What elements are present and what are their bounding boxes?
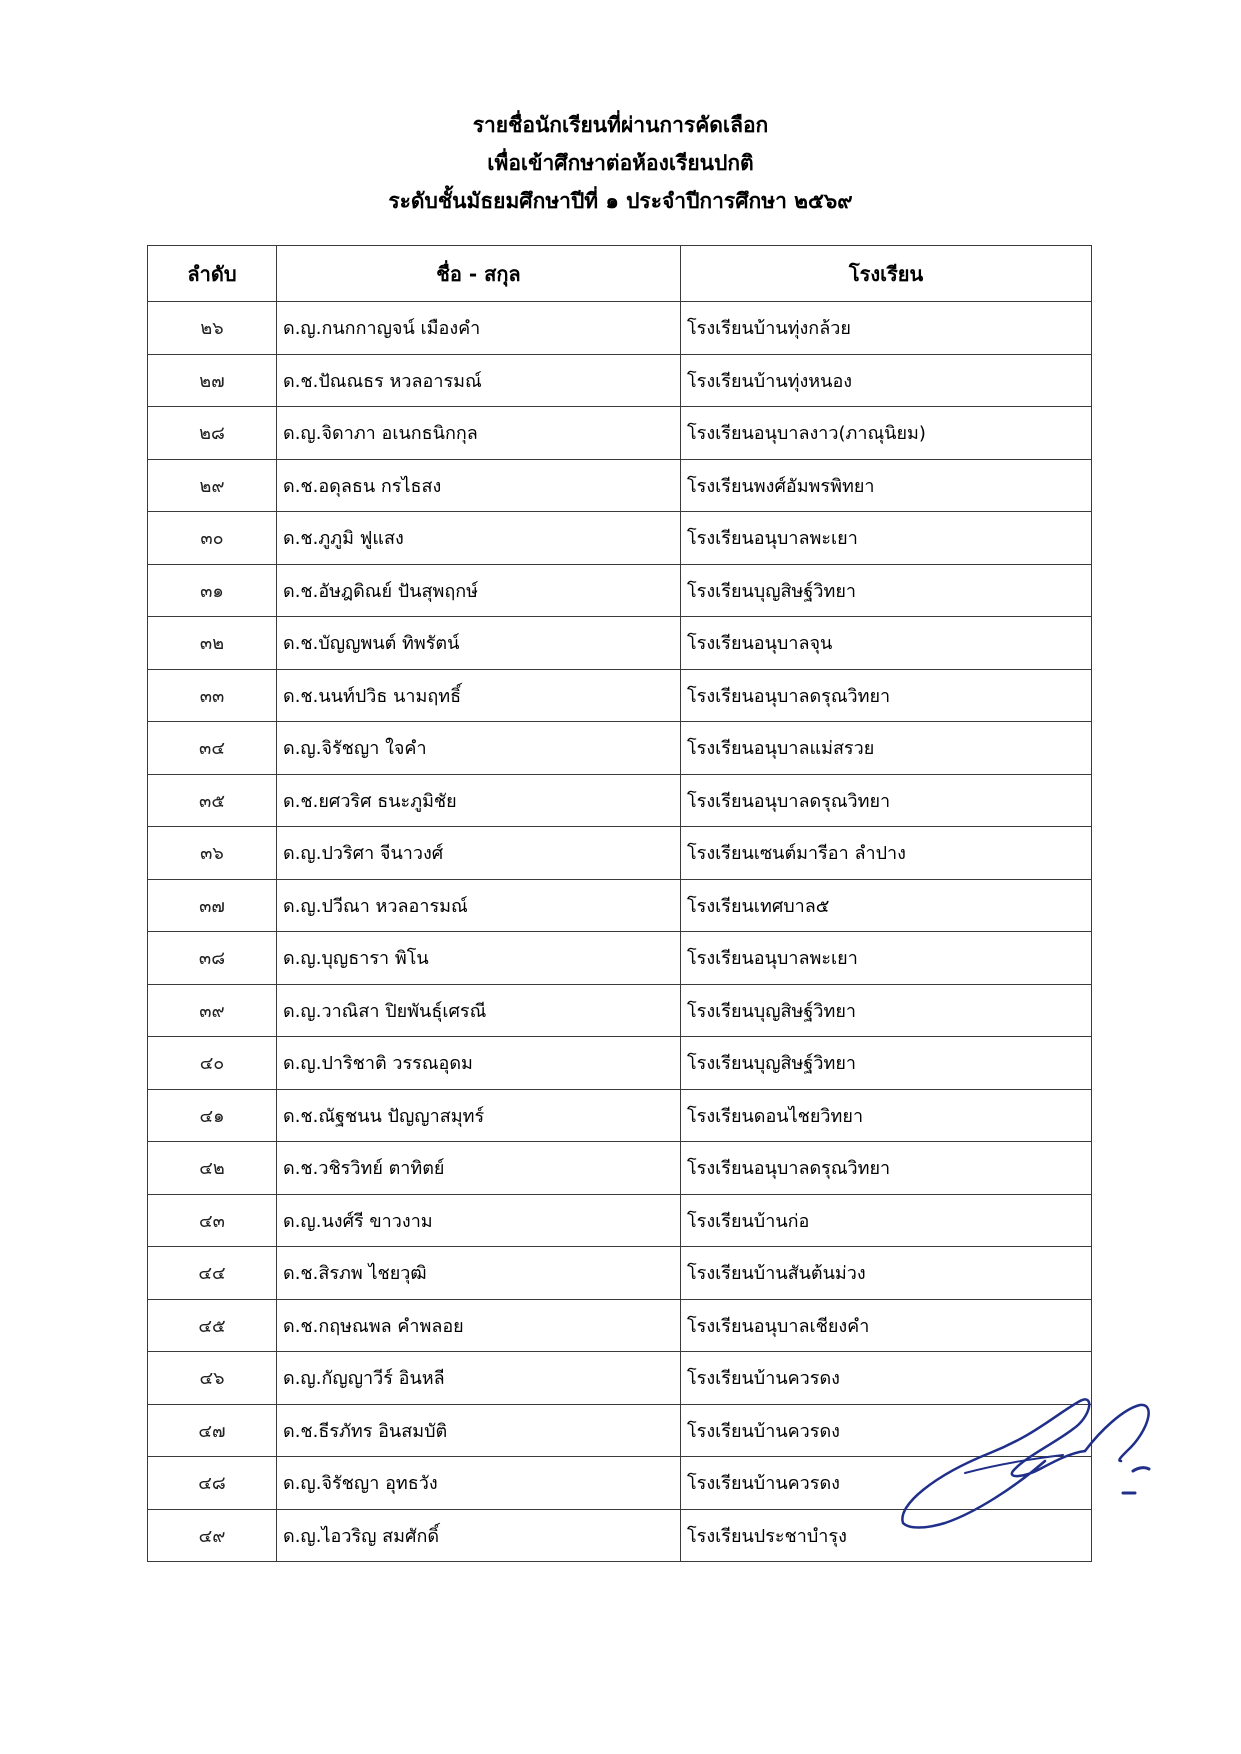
school-name: โรงเรียนประชาบำรุง: [681, 1509, 1092, 1562]
table-row: [148, 617, 1092, 670]
row-number: ๓๐: [148, 512, 277, 565]
school-name: โรงเรียนเทศบาล๕: [681, 879, 1092, 932]
row-number: ๔๗: [148, 1404, 277, 1457]
table-row: [148, 1194, 1092, 1247]
school-name: โรงเรียนอนุบาลจุน: [681, 617, 1092, 670]
table-row: [148, 669, 1092, 722]
student-table-container: [147, 245, 1092, 1562]
school-name: โรงเรียนอนุบาลดรุณวิทยา: [681, 774, 1092, 827]
school-name: โรงเรียนอนุบาลเชียงคำ: [681, 1299, 1092, 1352]
school-name: โรงเรียนอนุบาลพะเยา: [681, 512, 1092, 565]
document-title: [0, 106, 1241, 220]
table-row: [148, 774, 1092, 827]
table-row: [148, 407, 1092, 460]
header-no: ลำดับ: [148, 246, 277, 302]
table-row: [148, 512, 1092, 565]
school-name: โรงเรียนบุญสิษฐ์วิทยา: [681, 984, 1092, 1037]
row-number: ๔๘: [148, 1457, 277, 1510]
school-name: โรงเรียนบุญสิษฐ์วิทยา: [681, 1037, 1092, 1090]
student-name: ด.ช.ยศวริศ ธนะภูมิชัย: [277, 774, 681, 827]
signature-strokes: [902, 1399, 1149, 1527]
table-row: [148, 1142, 1092, 1195]
title-line-1: รายชื่อนักเรียนที่ผ่านการคัดเลือก: [472, 113, 769, 137]
student-table: [147, 245, 1092, 1562]
row-number: ๔๙: [148, 1509, 277, 1562]
student-name: ด.ญ.กนกกาญจน์ เมืองคำ: [277, 302, 681, 355]
table-row: [148, 984, 1092, 1037]
student-name: ด.ช.ปัณณธร หวลอารมณ์: [277, 354, 681, 407]
row-number: ๒๙: [148, 459, 277, 512]
student-name: ด.ญ.ปวีณา หวลอารมณ์: [277, 879, 681, 932]
row-number: ๓๘: [148, 932, 277, 985]
table-row: [148, 722, 1092, 775]
table-row: [148, 879, 1092, 932]
row-number: ๓๙: [148, 984, 277, 1037]
row-number: ๓๔: [148, 722, 277, 775]
school-name: โรงเรียนอนุบาลดรุณวิทยา: [681, 1142, 1092, 1195]
row-number: ๓๗: [148, 879, 277, 932]
school-name: โรงเรียนอนุบาลงาว(ภาณุนิยม): [681, 407, 1092, 460]
student-name: ด.ช.ภูภูมิ ฟูแสง: [277, 512, 681, 565]
student-name: ด.ช.กฤษณพล คำพลอย: [277, 1299, 681, 1352]
table-row: [148, 827, 1092, 880]
title-line-2: เพื่อเข้าศึกษาต่อห้องเรียนปกติ: [487, 151, 754, 175]
student-name: ด.ช.วชิรวิทย์ ตาทิตย์: [277, 1142, 681, 1195]
school-name: โรงเรียนดอนไชยวิทยา: [681, 1089, 1092, 1142]
student-name: ด.ช.ธีรภัทร อินสมบัติ: [277, 1404, 681, 1457]
row-number: ๔๒: [148, 1142, 277, 1195]
student-name: ด.ช.นนท์ปวิธ นามฤทธิ์: [277, 669, 681, 722]
table-row: [148, 354, 1092, 407]
school-name: โรงเรียนบ้านทุ่งกล้วย: [681, 302, 1092, 355]
header-school: โรงเรียน: [681, 246, 1092, 302]
student-name: ด.ญ.จิรัชญา อุทธวัง: [277, 1457, 681, 1510]
row-number: ๔๔: [148, 1247, 277, 1300]
row-number: ๓๒: [148, 617, 277, 670]
table-row: [148, 302, 1092, 355]
student-name: ด.ญ.จิดาภา อเนกธนิกกุล: [277, 407, 681, 460]
table-row: [148, 564, 1092, 617]
school-name: โรงเรียนอนุบาลพะเยา: [681, 932, 1092, 985]
student-name: ด.ญ.ไอวริญ สมศักดิ์: [277, 1509, 681, 1562]
student-name: ด.ญ.กัญญาวีร์ อินหลี: [277, 1352, 681, 1405]
student-name: ด.ช.สิรภพ ไชยวุฒิ: [277, 1247, 681, 1300]
school-name: โรงเรียนพงศ์อัมพรพิทยา: [681, 459, 1092, 512]
table-row: [148, 932, 1092, 985]
header-name: ชื่อ - สกุล: [277, 246, 681, 302]
row-number: ๒๘: [148, 407, 277, 460]
student-name: ด.ญ.วาณิสา ปิยพันธุ์เศรณี: [277, 984, 681, 1037]
row-number: ๒๗: [148, 354, 277, 407]
school-name: โรงเรียนบ้านก่อ: [681, 1194, 1092, 1247]
row-number: ๒๖: [148, 302, 277, 355]
school-name: โรงเรียนบุญสิษฐ์วิทยา: [681, 564, 1092, 617]
table-row: [148, 1247, 1092, 1300]
row-number: ๔๕: [148, 1299, 277, 1352]
row-number: ๓๑: [148, 564, 277, 617]
table-body: [148, 302, 1092, 1562]
school-name: โรงเรียนบ้านควรดง: [681, 1457, 1092, 1510]
row-number: ๓๕: [148, 774, 277, 827]
table-header-row: [148, 246, 1092, 302]
school-name: โรงเรียนบ้านควรดง: [681, 1352, 1092, 1405]
row-number: ๔๐: [148, 1037, 277, 1090]
student-name: ด.ช.ณัฐชนน ปัญญาสมุทร์: [277, 1089, 681, 1142]
student-name: ด.ญ.จิรัชญา ใจคำ: [277, 722, 681, 775]
table-row: [148, 1089, 1092, 1142]
student-name: ด.ช.อดุลธน กรไธสง: [277, 459, 681, 512]
school-name: โรงเรียนบ้านสันต้นม่วง: [681, 1247, 1092, 1300]
school-name: โรงเรียนอนุบาลดรุณวิทยา: [681, 669, 1092, 722]
student-name: ด.ญ.นงศ์รี ขาวงาม: [277, 1194, 681, 1247]
row-number: ๔๓: [148, 1194, 277, 1247]
student-name: ด.ญ.ปวริศา จีนาวงศ์: [277, 827, 681, 880]
school-name: โรงเรียนอนุบาลแม่สรวย: [681, 722, 1092, 775]
row-number: ๔๑: [148, 1089, 277, 1142]
row-number: ๔๖: [148, 1352, 277, 1405]
row-number: ๓๓: [148, 669, 277, 722]
student-name: ด.ช.อัษฎดิณย์ ปันสุพฤกษ์: [277, 564, 681, 617]
table-row: [148, 1037, 1092, 1090]
row-number: ๓๖: [148, 827, 277, 880]
school-name: โรงเรียนบ้านควรดง: [681, 1404, 1092, 1457]
table-row: [148, 459, 1092, 512]
title-line-3: ระดับชั้นมัธยมศึกษาปีที่ ๑ ประจำปีการศึกษา ๒๕๖๙: [388, 189, 853, 213]
student-name: ด.ญ.บุญธารา พิโน: [277, 932, 681, 985]
student-name: ด.ญ.ปาริชาติ วรรณอุดม: [277, 1037, 681, 1090]
school-name: โรงเรียนเซนต์มารีอา ลำปาง: [681, 827, 1092, 880]
school-name: โรงเรียนบ้านทุ่งหนอง: [681, 354, 1092, 407]
signature-graphic: [895, 1395, 1175, 1535]
student-name: ด.ช.บัญญพนต์ ทิพรัตน์: [277, 617, 681, 670]
table-row: [148, 1299, 1092, 1352]
